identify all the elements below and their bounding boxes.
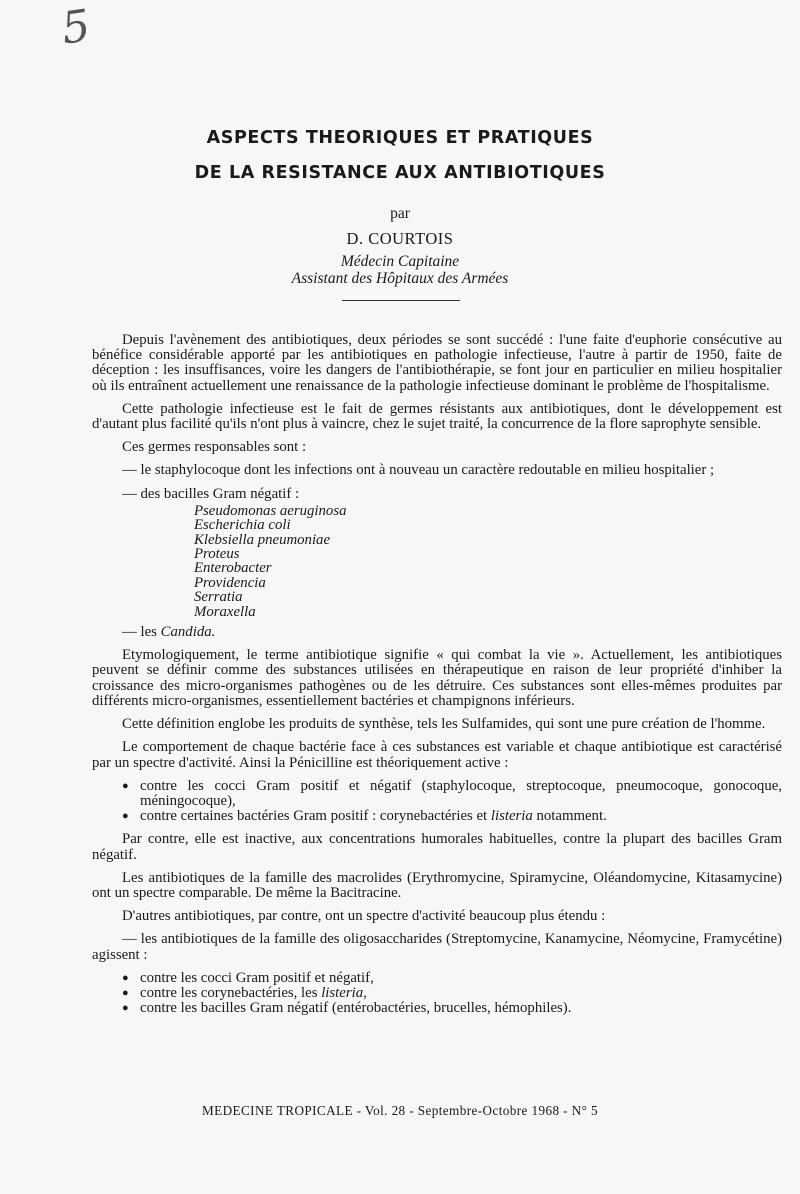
species-item: Serratia — [194, 589, 243, 606]
list-item-text: contre certaines bactéries Gram positif : corynebactéries et — [140, 808, 491, 825]
candida-term: Candida. — [160, 624, 216, 641]
species-item: Providencia — [194, 574, 266, 591]
paragraph-1: Depuis l'avènement des antibiotiques, deux périodes se sont succédé : l'une faite d'euphorie consécutive au bénéfice considérable apporté par les antibiotiques en pathologie infectieuse, l'autre à partir de 1950, faite de déception : les insuffisances, voire les dangers de l'antibiothérapie, se font jour en particulier en milieu hospitalier où ils entraînent actuellement une renaissance de la pathologie infectieuse dominant le problème de l'hospitalisme. — [92, 332, 782, 394]
list-item: ● contre les cocci Gram positif et négatif (staphylocoque, streptocoque, pneumocoque, gonocoque, méningocoque), — [92, 779, 782, 809]
paragraph-6-text: — les — [122, 624, 161, 641]
species-item: Moraxella — [194, 603, 256, 620]
paragraph-12: D'autres antibiotiques, par contre, ont un spectre d'activité beaucoup plus étendu : — [122, 908, 606, 925]
author-affiliation-2: Assistant des Hôpitaux des Armées — [291, 270, 509, 287]
by-line: par — [390, 205, 410, 222]
species-item: Enterobacter — [194, 560, 272, 577]
paragraph-3: Ces germes responsables sont : — [122, 439, 307, 456]
paragraph-9: Le comportement de chaque bactérie face à ces substances est variable et chaque antibiotique est caractérisé par un spectre d'activité. Ainsi la Pénicilline est théoriquement active : — [92, 739, 782, 771]
list-item-text: contre les corynebactéries, les — [140, 984, 322, 1001]
species-item: Proteus — [194, 546, 240, 563]
species-item: Escherichia coli — [194, 517, 291, 534]
article-body — [92, 333, 782, 1024]
author-affiliation-1: Médecin Capitaine — [340, 253, 460, 270]
list-item — [92, 986, 782, 1001]
list-item — [92, 809, 782, 824]
paragraph-11: Les antibiotiques de la famille des macrolides (Erythromycine, Spiramycine, Oléandomycine, Kitasamycine) ont un spectre comparable. De même la Bacitracine. — [92, 869, 782, 901]
title-line-1: ASPECTS THEORIQUES ET PRATIQUES — [206, 128, 594, 148]
list-item: ● contre les cocci Gram positif et négatif, — [92, 971, 782, 986]
paragraph-6 — [92, 625, 782, 640]
species-item: Pseudomonas aeruginosa — [194, 502, 347, 519]
penicillin-activity-list — [92, 779, 782, 825]
paragraph-5: — des bacilles Gram négatif : — [122, 485, 300, 502]
list-item: ● contre les bacilles Gram négatif (entérobactéries, brucelles, hémophiles). — [92, 1001, 782, 1016]
paragraph-2: Cette pathologie infectieuse est le fait de germes résistants aux antibiotiques, dont le développement est d'autant plus facilité qu'ils n'ont plus à vaincre, chez le sujet traité, la concurrence de la flore saprophyte sensible. — [92, 400, 782, 433]
oligosaccharide-activity-list — [92, 971, 782, 1017]
listeria-term: listeria, — [321, 984, 367, 1001]
listeria-term: listeria — [490, 808, 533, 825]
paragraph-8: Cette définition englobe les produits de synthèse, tels les Sulfamides, qui sont une pure création de l'homme. — [122, 716, 766, 733]
paragraph-7: Etymologiquement, le terme antibiotique signifie « qui combat la vie ». Actuellement, les antibiotiques peuvent se définir comme des substances utilisées en thérapeutique en raison de leur propriété d'inhiber la croissance des micro-organismes pathogènes ou de les détruire. Ces substances sont elles-mêmes produites par différents micro-organismes, essentiellement bactéries et champignons inférieurs. — [92, 647, 782, 709]
paragraph-13: — les antibiotiques de la famille des oligosaccharides (Streptomycine, Kanamycine, Néomycine, Framycétine) agissent : — [92, 931, 782, 963]
species-list — [194, 504, 782, 619]
title-line-2: DE LA RESISTANCE AUX ANTIBIOTIQUES — [194, 163, 606, 183]
paragraph-10: Par contre, elle est inactive, aux concentrations humorales habituelles, contre la plupart des bacilles Gram négatif. — [92, 831, 782, 863]
paragraph-4: — le staphylocoque dont les infections ont à nouveau un caractère redoutable en milieu hospitalier ; — [122, 462, 715, 479]
title-divider — [342, 300, 460, 301]
species-item: Klebsiella pneumoniae — [194, 531, 331, 548]
journal-footer: MEDECINE TROPICALE - Vol. 28 - Septembre-Octobre 1968 - N° 5 — [202, 1103, 598, 1118]
page-number: 5 — [58, 0, 94, 55]
author-name: D. COURTOIS — [346, 229, 454, 248]
list-item-text: notamment. — [532, 808, 607, 825]
